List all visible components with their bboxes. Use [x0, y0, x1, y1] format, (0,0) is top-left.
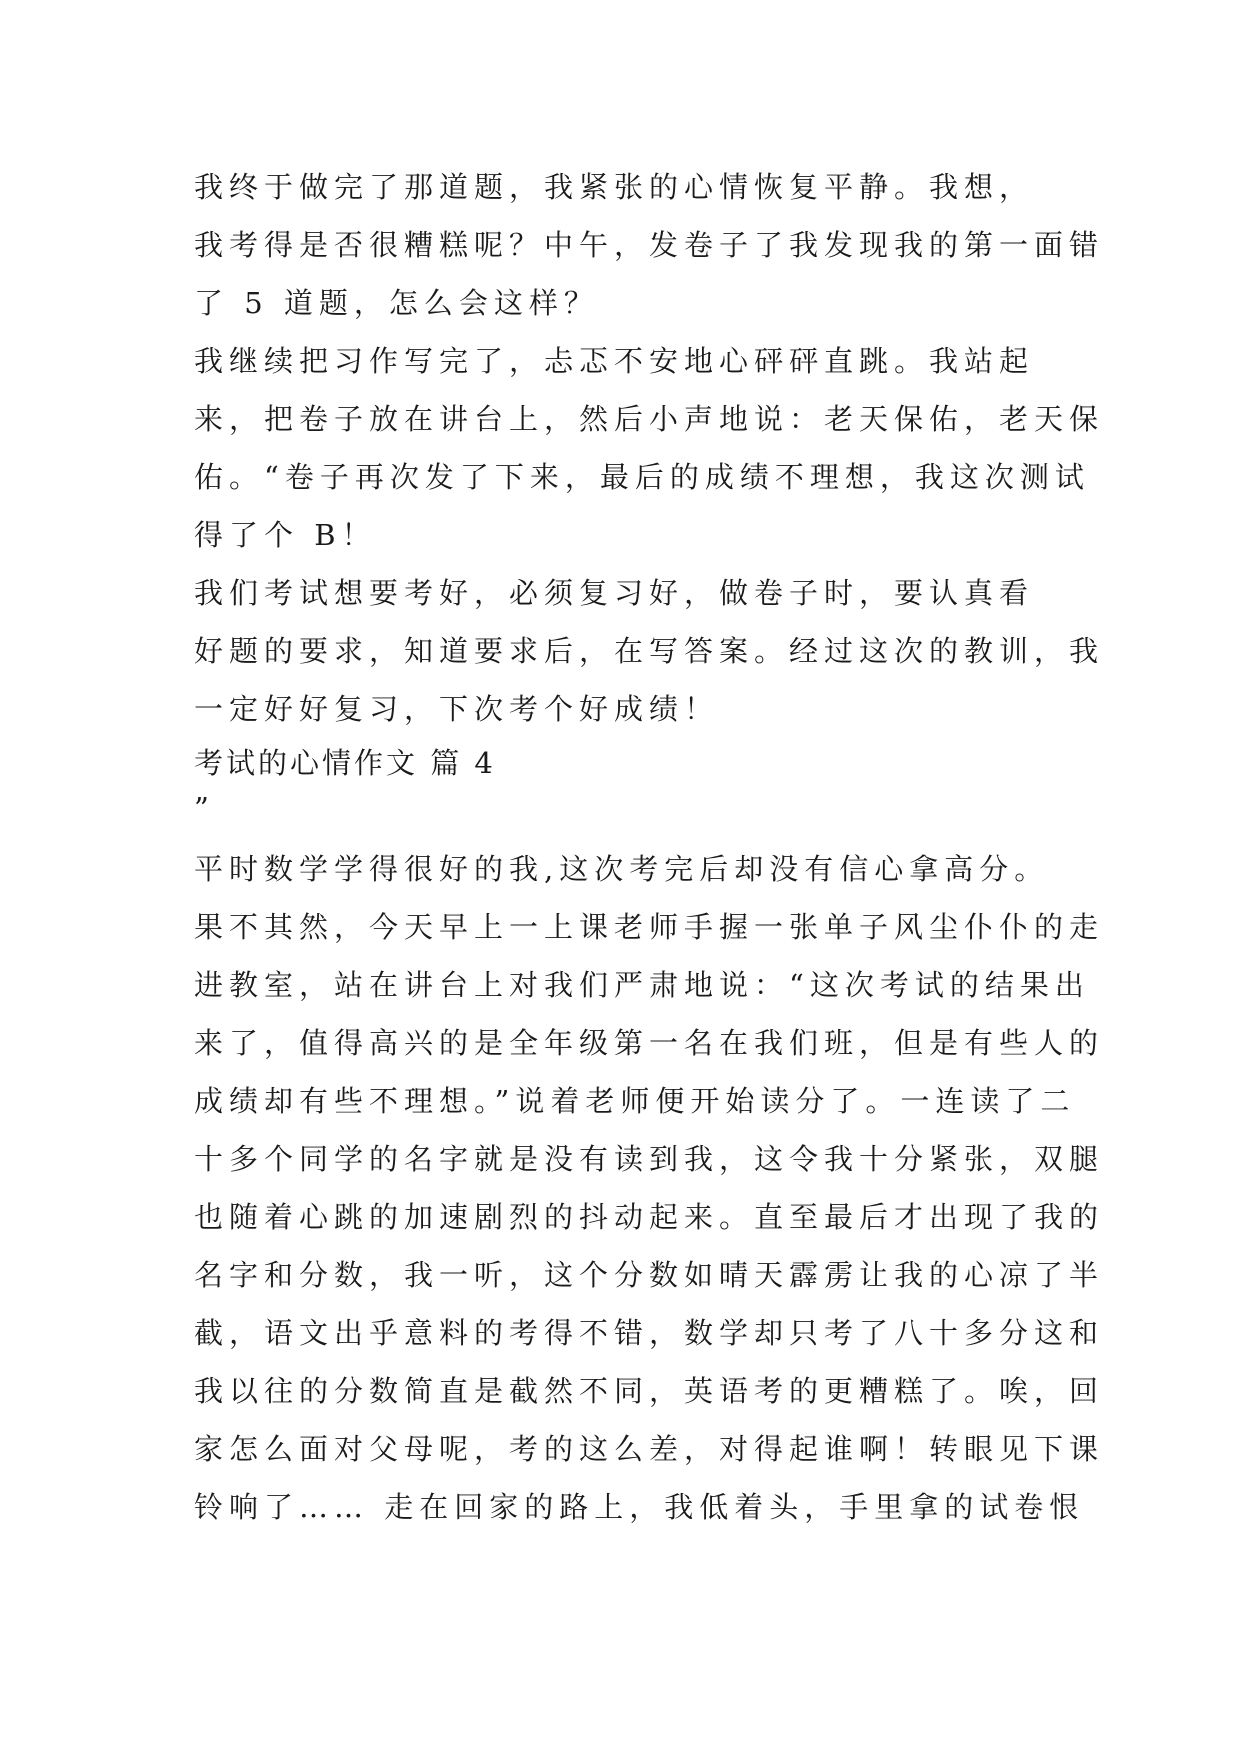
paragraph-line: 铃响了…… 走在回家的路上，我低着头，手里拿的试卷恨: [194, 1490, 1085, 1524]
paragraph-line: 佑。“卷子再次发了下来，最后的成绩不理想，我这次测试: [194, 460, 1090, 494]
paragraph-line: 十多个同学的名字就是没有读到我，这令我十分紧张，双腿: [194, 1142, 1105, 1176]
paragraph-line: 我终于做完了那道题，我紧张的心情恢复平静。我想，: [194, 170, 1035, 204]
paragraph-line: 名字和分数，我一听，这个分数如晴天霹雳让我的心凉了半: [194, 1258, 1105, 1292]
section-heading: 考试的心情作文 篇 4: [194, 746, 496, 780]
paragraph-1: [194, 158, 1105, 332]
paragraph-line: 我考得是否很糟糕呢？中午，发卷子了我发现我的第一面错: [194, 228, 1105, 262]
paragraph-3: [194, 564, 1105, 738]
paragraph-line: 好题的要求，知道要求后，在写答案。经过这次的教训，我: [194, 634, 1105, 668]
paragraph-line: 截，语文出乎意料的考得不错，数学却只考了八十多分这和: [194, 1316, 1105, 1350]
paragraph-line: 果不其然，今天早上一上课老师手握一张单子风尘仆仆的走: [194, 910, 1105, 944]
paragraph-line: 我们考试想要考好，必须复习好，做卷子时，要认真看: [194, 576, 1035, 610]
paragraph-line: 平时数学学得很好的我,这次考完后却没有信心拿高分。: [194, 852, 1050, 886]
quote-mark: ”: [194, 791, 215, 825]
paragraph-line: 来了，值得高兴的是全年级第一名在我们班，但是有些人的: [194, 1026, 1105, 1060]
paragraph-line: 家怎么面对父母呢，考的这么差，对得起谁啊！转眼见下课: [194, 1432, 1105, 1466]
paragraph-line: 也随着心跳的加速剧烈的抖动起来。直至最后才出现了我的: [194, 1200, 1105, 1234]
paragraph-line: 来，把卷子放在讲台上，然后小声地说：老天保佑，老天保: [194, 402, 1105, 436]
paragraph-line: 成绩却有些不理想。”说着老师便开始读分了。一连读了二: [194, 1084, 1076, 1118]
paragraph-4: [194, 840, 1105, 1536]
paragraph-line: 我以往的分数简直是截然不同，英语考的更糟糕了。唉，回: [194, 1374, 1105, 1408]
paragraph-2: [194, 332, 1105, 564]
paragraph-line: 进教室，站在讲台上对我们严肃地说：“这次考试的结果出: [194, 968, 1090, 1002]
paragraph-line: 得了个 B！: [194, 518, 377, 552]
document-body: [194, 158, 1105, 1536]
paragraph-line: 一定好好复习，下次考个好成绩！: [194, 692, 720, 726]
paragraph-line: 我继续把习作写完了，忐忑不安地心砰砰直跳。我站起: [194, 344, 1035, 378]
paragraph-line: 了 5 道题，怎么会这样？: [194, 286, 599, 320]
